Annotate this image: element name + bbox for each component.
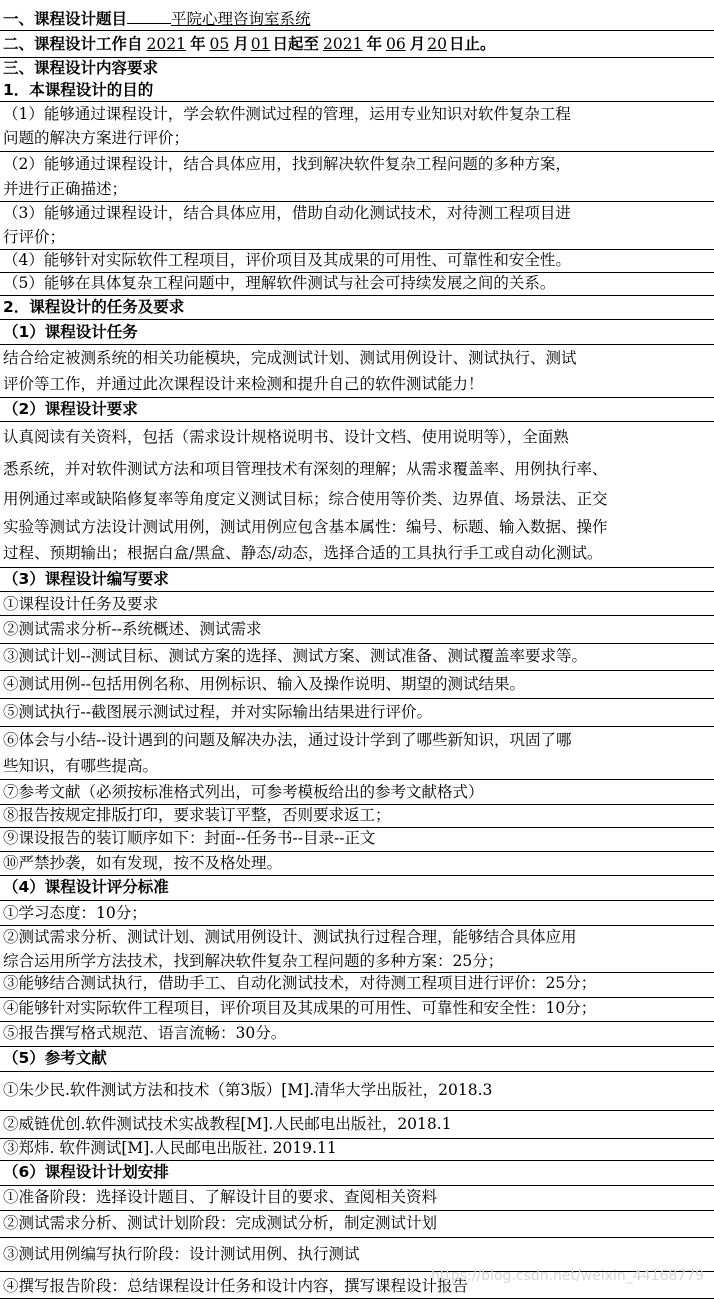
divider	[0, 997, 714, 998]
score-line: ③能够结合测试执行，借助手工、自动化测试技术，对待测工程项目进行评价：25分；	[3, 974, 597, 992]
requirement-line: 认真阅读有关资料，包括（需求设计规格说明书、设计文档、使用说明等），全面熟	[3, 428, 569, 446]
subsection-heading: （2）课程设计要求	[3, 400, 138, 418]
title-label	[3, 9, 523, 28]
divider	[0, 1237, 714, 1238]
divider	[0, 201, 714, 202]
divider	[0, 972, 714, 973]
divider	[0, 1110, 714, 1111]
end-month: 06	[385, 35, 406, 53]
watermark: https://blog.csdn.net/weixin_44168779	[430, 1268, 704, 1284]
purpose-heading: 1．本课程设计的目的	[3, 81, 154, 99]
section-heading: 三、课程设计内容要求	[3, 59, 159, 77]
writing-line: ①课程设计任务及要求	[3, 595, 159, 613]
year-unit: 年	[366, 35, 382, 53]
divider	[0, 272, 714, 273]
day-unit: 日起至	[272, 35, 319, 53]
purpose-line: （4）能够针对实际软件工程项目，评价项目及其成果的可用性、可靠性和安全性。	[3, 251, 571, 269]
purpose-line: 并进行正确描述；	[3, 180, 128, 198]
start-day: 01	[250, 35, 271, 53]
year-unit: 年	[189, 35, 206, 53]
divider	[0, 900, 714, 901]
divider	[0, 397, 714, 398]
purpose-line: 行评价；	[3, 228, 66, 246]
divider	[0, 615, 714, 616]
writing-line: ⑦参考文献（必须按标准格式列出，可参考模板给出的参考文献格式）	[3, 783, 484, 801]
divider	[0, 779, 714, 780]
task-line: 评价等工作，并通过此次课程设计来检测和提升自己的软件测试能力！	[3, 375, 484, 393]
writing-line: ②测试需求分析--系统概述、测试需求	[3, 620, 262, 638]
writing-line: ⑧报告按规定排版打印，要求装订平整，否则要求返工；	[3, 806, 391, 824]
end-day: 20	[427, 35, 447, 53]
divider	[0, 698, 714, 699]
divider	[0, 1210, 714, 1211]
divider	[0, 591, 714, 592]
score-line: ②测试需求分析、测试计划、测试用例设计、测试执行过程合理，能够结合具体应用	[3, 928, 577, 946]
score-line: ①学习态度：10分；	[3, 904, 147, 922]
writing-line: ⑩严禁抄袭，如有发现，按不及格处理。	[3, 854, 283, 872]
subsection-heading: （3）课程设计编写要求	[3, 570, 169, 588]
divider	[0, 295, 714, 296]
divider	[0, 30, 714, 31]
score-line: 综合运用所学方法技术，找到解决软件复杂工程问题的多种方案：25分；	[3, 952, 504, 970]
score-line: ④能够针对实际软件工程项目，评价项目及其成果的可用性、可靠性和安全性：10分；	[3, 999, 597, 1017]
reference-line: ②威链优创.软件测试技术实战教程[M].人民邮电出版社，2018.1	[3, 1115, 452, 1133]
subsection-heading: （1）课程设计任务	[3, 323, 138, 341]
subsection-heading: （6）课程设计计划安排	[3, 1163, 169, 1181]
writing-line: ③测试计划--测试目标、测试方案的选择、测试方案、测试准备、测试覆盖率要求等。	[3, 647, 587, 665]
period-line	[3, 37, 495, 53]
divider	[0, 643, 714, 644]
divider	[0, 421, 714, 422]
divider	[0, 567, 714, 568]
requirement-line: 过程、预期输出；根据白盒/黑盒、静态/动态，选择合适的工具执行手工或自动化测试。	[3, 544, 603, 562]
writing-line: ⑨课设报告的装订顺序如下：封面--任务书--目录--正文	[3, 829, 376, 847]
divider	[0, 875, 714, 876]
divider	[0, 670, 714, 671]
plan-line: ②测试需求分析、测试计划阶段：完成测试分析，制定测试计划	[3, 1214, 438, 1232]
task-line: 结合给定被测系统的相关功能模块，完成测试计划、测试用例设计、测试执行、测试	[3, 349, 577, 367]
purpose-line: （1）能够通过课程设计，学会软件测试过程的管理，运用专业知识对软件复杂工程	[3, 105, 571, 123]
month-unit: 月	[233, 35, 249, 53]
reference-line: ①朱少民.软件测试方法和技术（第3版）[M].清华大学出版社，2018.3	[3, 1081, 493, 1099]
plan-line: ③测试用例编写执行阶段：设计测试用例、执行测试	[3, 1245, 360, 1263]
writing-line: ⑤测试执行--截图展示测试过程，并对实际输出结果进行评价。	[3, 703, 432, 721]
reference-line: ③郑炜. 软件测试[M].人民邮电出版社. 2019.11	[3, 1139, 337, 1157]
start-month: 05	[209, 35, 230, 53]
divider	[0, 101, 714, 102]
purpose-line: （2）能够通过课程设计，结合具体应用，找到解决软件复杂工程问题的多种方案，	[3, 155, 571, 173]
divider	[0, 1021, 714, 1022]
score-line: ⑤报告撰写格式规范、语言流畅：30分。	[3, 1024, 287, 1042]
purpose-line: （3）能够通过课程设计，结合具体应用，借助自动化测试技术，对待测工程项目进	[3, 204, 571, 222]
title-value: 平院心理咨询室系统	[171, 10, 311, 28]
subsection-heading: （5）参考文献	[3, 1049, 107, 1067]
divider	[0, 726, 714, 727]
title-label-text: 一、课程设计题目	[3, 10, 128, 28]
divider	[0, 1046, 714, 1047]
divider	[0, 319, 714, 320]
divider	[0, 1160, 714, 1161]
divider	[0, 1185, 714, 1186]
divider	[0, 925, 714, 926]
writing-line: ⑥体会与小结--设计遇到的问题及解决办法，通过设计学到了哪些新知识，巩固了哪	[3, 731, 572, 749]
plan-line: ①准备阶段：选择设计题目、了解设计目的要求、查阅相关资料	[3, 1188, 438, 1206]
requirement-line: 实验等测试方法设计测试用例，测试用例应包含基本属性：编号、标题、输入数据、操作	[3, 518, 608, 536]
plan-line: ④撰写报告阶段：总结课程设计任务和设计内容，撰写课程设计报告	[3, 1277, 469, 1295]
tasks-heading: 2．课程设计的任务及要求	[3, 298, 185, 316]
title-underline-lead	[127, 9, 171, 24]
purpose-line: （5）能够在具体复杂工程问题中，理解软件测试与社会可持续发展之间的关系。	[3, 274, 556, 292]
month-unit: 月	[409, 35, 426, 53]
writing-line: 些知识，有哪些提高。	[3, 757, 159, 775]
period-label: 二、课程设计工作自	[3, 35, 143, 53]
divider	[0, 151, 714, 152]
requirement-line: 用例通过率或缺陷修复率等角度定义测试目标；综合使用等价类、边界值、场景法、正交	[3, 490, 608, 508]
end-year: 2021	[322, 35, 363, 53]
divider	[0, 1071, 714, 1072]
start-year: 2021	[146, 35, 186, 53]
day-unit: 日止。	[448, 35, 496, 53]
divider	[0, 804, 714, 805]
divider	[0, 249, 714, 250]
divider	[0, 851, 714, 852]
subsection-heading: （4）课程设计评分标准	[3, 878, 169, 896]
divider	[0, 1298, 714, 1299]
writing-line: ④测试用例--包括用例名称、用例标识、输入及操作说明、期望的测试结果。	[3, 675, 525, 693]
divider	[0, 57, 714, 58]
divider	[0, 344, 714, 345]
divider	[0, 827, 714, 828]
requirement-line: 悉系统，并对软件测试方法和项目管理技术有深刻的理解；从需求覆盖率、用例执行率、	[3, 460, 608, 478]
purpose-line: 问题的解决方案进行评价；	[3, 129, 190, 147]
